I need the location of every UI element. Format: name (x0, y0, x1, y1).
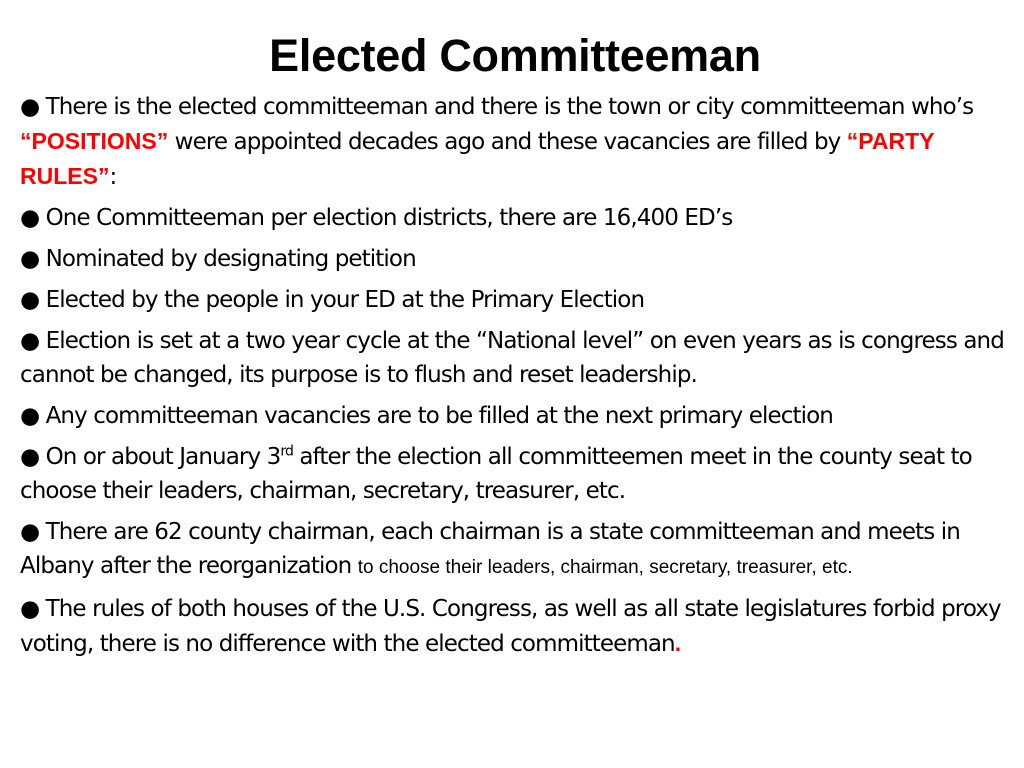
highlight-party-rules: “PARTY RULES” (20, 128, 935, 189)
bullet-county-chairman (20, 515, 1010, 585)
bullet-text: Election is set at a two year cycle at the “National level” on even years as is congress and cannot be changed, its purpose is to flush and reset leadership. (20, 328, 1004, 388)
ordinal-suffix: rd (280, 443, 293, 460)
bullet-text: On or about January 3 (45, 444, 281, 470)
bullet-text: after the election all committeemen meet in the county seat to choose their leaders, chairman, secretary, treasurer, etc. (20, 444, 972, 504)
bullet-text: Any committeeman vacancies are to be filled at the next primary election (45, 403, 833, 429)
bullet-elected-by-people (20, 283, 1010, 317)
bullet-text: The rules of both houses of the U.S. Congress, as well as all state legislatures forbid proxy voting, there is no difference with the elected committeeman (20, 596, 1001, 657)
highlight-positions: “POSITIONS” (20, 128, 169, 154)
bullet-text: Elected by the people in your ED at the Primary Election (45, 287, 645, 313)
bullet-positions (20, 90, 1010, 194)
bullet-january-meeting (20, 440, 1010, 508)
bullet-dot: ● (20, 596, 40, 622)
bullet-dot: ● (20, 246, 40, 272)
bullet-text: One Committeeman per election districts, there are 16,400 ED’s (45, 205, 733, 231)
bullet-dot: ● (20, 403, 40, 429)
red-period: . (674, 630, 682, 656)
bullet-text: : (109, 164, 117, 190)
bullet-dot: ● (20, 519, 40, 545)
bullet-election-cycle (20, 324, 1010, 392)
bullet-dot: ● (20, 287, 40, 313)
bullet-proxy-voting (20, 592, 1010, 661)
bullet-one-committeeman (20, 201, 1010, 235)
bullet-vacancies (20, 399, 1010, 433)
slide-title: Elected Committeeman (269, 30, 761, 81)
bullet-dot: ● (20, 328, 40, 354)
bullet-text: were appointed decades ago and these vacancies are filled by (168, 129, 847, 155)
bullet-dot: ● (20, 444, 40, 470)
bullet-dot: ● (20, 94, 40, 120)
bullet-list (20, 90, 1010, 661)
bullet-small-text: to choose their leaders, chairman, secretary, treasurer, etc. (357, 557, 853, 578)
bullet-text: There are 62 county chairman, each chairman is a state committeeman and meets in Albany after the reorganization (20, 519, 960, 579)
bullet-text: There is the elected committeeman and there is the town or city committeeman who’s (45, 94, 974, 120)
bullet-dot: ● (20, 205, 40, 231)
bullet-nominated (20, 242, 1010, 276)
bullet-text: Nominated by designating petition (45, 246, 416, 272)
